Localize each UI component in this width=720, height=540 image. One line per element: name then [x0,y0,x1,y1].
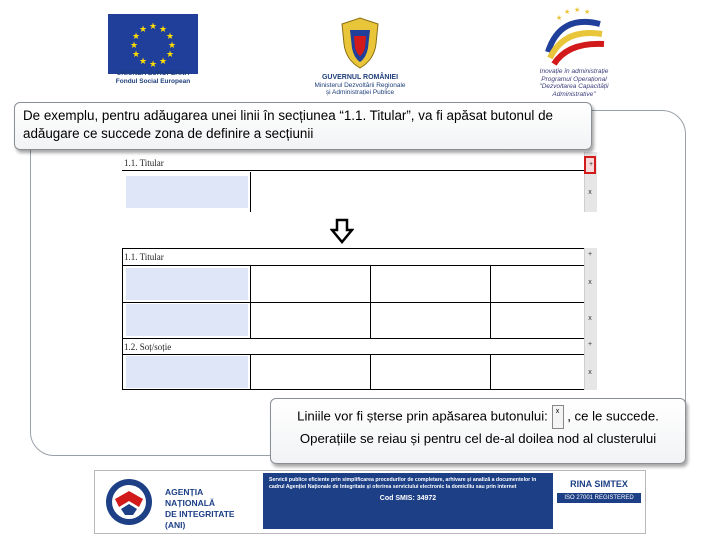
delete-row-button-2[interactable]: x [588,315,592,322]
instruction-add-text: De exemplu, pentru adăugarea unei linii în secțiunea “1.1. Titular”, va fi apăsat butonul de adăugare ce succede zona de definire a secțiunii [23,108,554,141]
form-after-header-border [122,265,584,266]
instruction-callout-add [14,102,592,150]
section-sot-sotie-label: 1.2. Soț/soție [124,342,172,352]
sot-divider-3 [490,354,491,390]
gov-line3: și Administrației Publice [325,89,395,96]
svg-text:★: ★ [564,8,571,16]
instruction-delete-text2: , ce le succede. [567,408,659,424]
svg-text:★: ★ [131,50,141,60]
delete-row-button-1[interactable]: x [588,279,592,286]
titular-bottom-separator [122,338,584,339]
titular-row1-input[interactable] [126,268,248,300]
instruction-delete-line1 [281,405,675,429]
svg-text:★: ★ [165,50,175,60]
agency-title [165,487,255,531]
form-after-left-border [122,248,123,390]
sot-row-input[interactable] [126,356,248,388]
svg-text:★: ★ [584,8,591,16]
form-after-bottom-border [122,389,584,390]
inovatie-logo [540,4,610,66]
ina-line3: "Dezvoltarea Capacității [539,83,609,90]
ina-line2: Programul Operațional [541,75,607,83]
instruction-delete-text1: Liniile vor fi șterse prin apăsarea butonului: [297,408,548,424]
svg-text:★: ★ [574,6,581,14]
instruction-delete-line2: Operațiile se reiau și pentru cel de-al doilea nod al clusterului [299,431,657,446]
svg-text:★: ★ [138,25,148,35]
project-description: Servicii publice eficiente prin simplificarea procedurilor de completare, arhivare și analiză a documentelor în cadrul Agenției Naționale de Integritate și oferirea serviciului electronic la domiciliu sau prin internet [269,477,537,490]
project-description-box [263,473,553,529]
svg-text:★: ★ [138,57,148,67]
sot-divider-2 [370,354,371,390]
iso-badge: ISO 27001 REGISTERED [557,493,641,503]
gov-logo-text [300,74,420,97]
instruction-callout-delete [270,398,686,464]
add-row-button-titular[interactable]: + [587,251,593,258]
form-before-input-cell[interactable] [126,176,248,208]
svg-text:★: ★ [148,22,158,32]
sot-header-border [122,354,584,355]
eu-logo-text [100,70,206,85]
svg-text:★: ★ [556,14,563,22]
titular-row-separator [122,302,584,303]
agency-line2: DE INTEGRITATE (ANI) [165,509,235,530]
romania-coat-of-arms-logo [338,14,382,72]
form-before-top-border [122,170,584,171]
eu-stars-icon [108,14,198,74]
add-row-button[interactable] [584,156,596,174]
svg-text:★: ★ [158,57,168,67]
sot-divider-1 [250,354,251,390]
ina-line4: Administrative" [552,90,596,98]
inline-delete-button: x [552,405,564,429]
down-arrow-icon [330,218,354,244]
footer-banner [94,470,646,534]
agency-line1: AGENȚIA NAȚIONALĂ [165,487,216,508]
form-before-divider [250,172,251,212]
form-after-top-border [122,248,584,249]
ani-emblem-logo [103,477,155,527]
gov-line2: Ministerul Dezvoltării Regionale [314,81,406,89]
svg-text:★: ★ [158,25,168,35]
titular-row2-input[interactable] [126,304,248,336]
svg-text:★: ★ [131,32,141,42]
rina-logo-text: RINA SIMTEX [570,479,628,489]
svg-text:★: ★ [165,32,175,42]
delete-row-button-3[interactable]: x [588,369,592,376]
section-titular-label: 1.1. Titular [124,158,164,168]
inovatie-logo-text [522,68,626,98]
add-row-button-sot[interactable]: + [587,341,593,348]
eu-line2: Fondul Social European [115,77,191,85]
section-titular-label-after: 1.1. Titular [124,252,164,262]
smis-code: Cod SMIS: 34972 [379,495,437,502]
svg-text:★: ★ [148,60,158,70]
svg-text:★: ★ [167,41,177,51]
ina-line1: Inovație în administrație [539,68,609,75]
delete-row-button[interactable]: x [588,189,592,196]
gov-line1: GUVERNUL ROMÂNIEI [321,74,399,81]
eu-flag-logo [108,14,198,74]
eu-line1: UNIUNEA EUROPEANA [116,70,190,77]
add-icon: + [588,161,594,168]
svg-text:★: ★ [129,41,139,51]
